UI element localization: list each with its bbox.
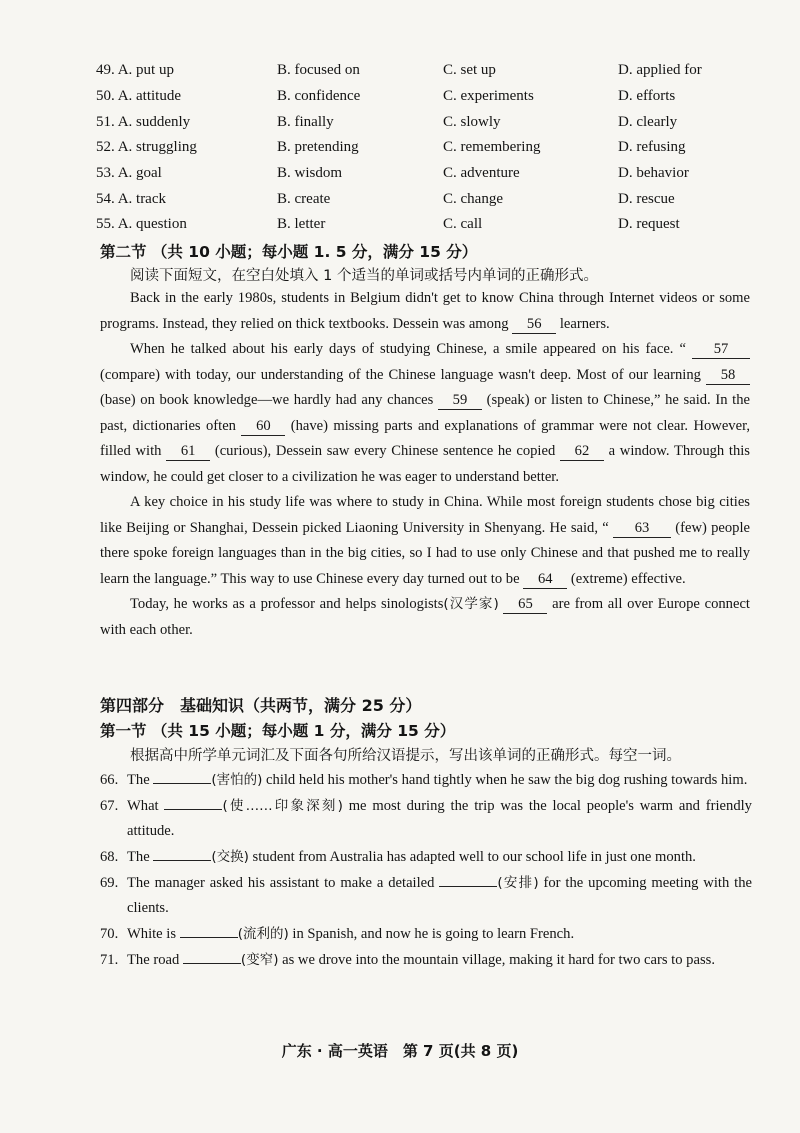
answer-blank[interactable] — [164, 795, 222, 810]
reading-passage — [100, 286, 750, 643]
blank-58[interactable]: 58 — [706, 366, 750, 385]
blank-56[interactable]: 56 — [512, 315, 556, 334]
list-item: 71. The road (变窄) as we drove into the mountain village, making it hard for two cars to pass. — [100, 948, 752, 973]
part4-instruction: 根据高中所学单元词汇及下面各句所给汉语提示，写出该单词的正确形式。每空一词。 — [130, 748, 681, 764]
options-table — [96, 58, 736, 238]
page-footer: 广东 · 高一英语 第 7 页(共 8 页) — [281, 1042, 519, 1060]
part4-title: 第四部分 基础知识（共两节，满分 25 分） — [100, 696, 422, 715]
list-item: 69. The manager asked his assistant to make a detailed (安排) for the upcoming meeting with the clients. — [100, 871, 752, 921]
list-item: 66. The (害怕的) child held his mother's hand tightly when he saw the big dog rushing towards him. — [100, 768, 752, 793]
part4-section1-title: 第一节 （共 15 小题；每小题 1 分，满分 15 分） — [100, 722, 456, 740]
list-item: 68. The (交换) student from Australia has adapted well to our school life in just one month. — [100, 845, 752, 870]
blank-64[interactable]: 64 — [523, 570, 567, 589]
paragraph-3: A key choice in his study life was where to study in China. While most foreign students chose big cities like Beijing or Shanghai, Dessein picked Liaoning University in Shenyang. He said, “ 63 (few) people there spoke foreign languages than in the big cities, so I had to use only Chinese and that pushed me to really learn the language.” This way to use Chinese every day turned out to be 64 (extreme) effective. — [100, 494, 751, 587]
option-row: 55. A. question B. letter C. call D. request — [96, 216, 680, 233]
paragraph-2: When he talked about his early days of studying Chinese, a smile appeared on his face. “ 57 (compare) with today, our understanding of the Chinese language wasn't deep. Most of our learning 58 (base) on book knowledge—we hardly had any chances 59 (speak) or listen to Chinese,” he said. In the past, dictionaries often 60 (have) missing parts and explanations of grammar were not clear. However, filled with 61 (curious), Dessein saw every Chinese sentence he copied 62 a window. Through this window, he could get closer to a civilization he was eager to understand better. — [100, 341, 751, 485]
option-row: 51. A. suddenly B. finally C. slowly D. clearly — [96, 113, 678, 130]
answer-blank[interactable] — [153, 846, 211, 861]
answer-blank[interactable] — [180, 923, 238, 938]
paragraph-4: Today, he works as a professor and helps sinologists(汉学家) 65 are from all over Europe connect with each other. — [100, 596, 750, 638]
blank-61[interactable]: 61 — [166, 442, 210, 461]
answer-blank[interactable] — [183, 949, 241, 964]
blank-59[interactable]: 59 — [438, 391, 482, 410]
answer-blank[interactable] — [153, 769, 211, 784]
option-row: 52. A. struggling B. pretending C. remembering D. refusing — [96, 139, 686, 156]
blank-63[interactable]: 63 — [613, 519, 671, 538]
paragraph-1: Back in the early 1980s, students in Belgium didn't get to know China through Internet videos or some programs. Instead, they relied on thick textbooks. Dessein was among 56 learners. — [100, 290, 750, 332]
section2-title: 第二节 （共 10 小题；每小题 1. 5 分，满分 15 分） — [100, 243, 478, 261]
blank-57[interactable]: 57 — [692, 340, 750, 359]
option-row: 50. A. attitude B. confidence C. experiments D. efforts — [96, 88, 676, 105]
blank-62[interactable]: 62 — [560, 442, 604, 461]
option-row: 53. A. goal B. wisdom C. adventure D. behavior — [96, 165, 689, 182]
answer-blank[interactable] — [439, 872, 497, 887]
vocabulary-items — [100, 768, 752, 974]
list-item: 70. White is (流利的) in Spanish, and now he is going to learn French. — [100, 922, 752, 947]
option-row: 54. A. track B. create C. change D. rescue — [96, 190, 675, 207]
blank-60[interactable]: 60 — [241, 417, 285, 436]
list-item: 67. What (使……印象深刻) me most during the trip was the local people's warm and friendly attitude. — [100, 794, 752, 844]
section2-instruction: 阅读下面短文，在空白处填入 1 个适当的单词或括号内单词的正确形式。 — [130, 268, 598, 284]
option-row: 49. A. put up B. focused on C. set up D. applied for — [96, 62, 702, 79]
blank-65[interactable]: 65 — [503, 595, 547, 614]
